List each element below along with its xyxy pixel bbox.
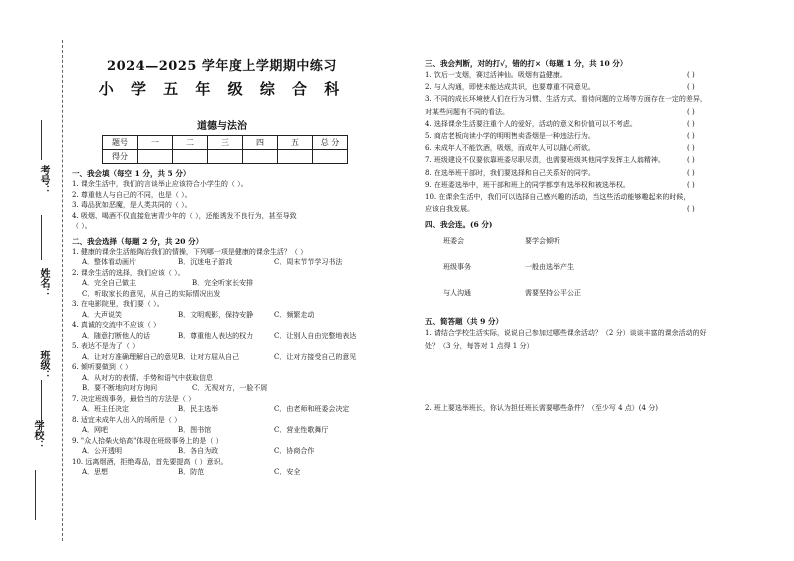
score-table-header-row: 题号 一 二 三 四 五 总 分 [103, 136, 348, 150]
answer-paren[interactable]: ( ) [687, 107, 695, 116]
section-1-title: 一、我会填（每空 1 分，共 5 分） [72, 169, 191, 178]
exam-title: 2024—2025 学年度上学期期中练习 [107, 59, 337, 74]
answer-space-2[interactable] [425, 414, 725, 474]
judge-item-1: 1. 饮后一支烟，赛过活神仙。吸烟有益健康。 ( ) [425, 69, 725, 81]
choice-options-10: A．思想 B．防范 C．安全 [82, 468, 301, 476]
answer-paren[interactable]: ( ) [687, 71, 695, 79]
choice-question-8: 8. 适宜未成年人出入的场所是（ ） [72, 415, 182, 424]
section-3-title: 三、我会判断，对的打√，错的打×（每题 1 分，共 10 分） [425, 59, 628, 68]
choice-question-7: 7. 决定班级事务，最恰当的方法是（ ） [72, 394, 196, 403]
fill-question-2: 2. 尊重他人与自己的不同，也是（ ）。 [72, 190, 192, 199]
match-right-1[interactable]: 要学会倾听 [525, 237, 560, 246]
match-right-2[interactable]: 一般由选举产生 [525, 263, 574, 272]
answer-paren[interactable]: ( ) [687, 168, 695, 177]
choice-option-6a: A．从对方的表情、手势和语气中获取信息 [82, 373, 214, 382]
fill-question-3: 3. 毒品犹如恶魔，是人类共同的（ ）。 [72, 201, 192, 209]
subject-title: 道德与法治 [197, 121, 247, 132]
left-page [72, 55, 372, 478]
choice-options-8: A．网吧 B．图书馆 C．营业性歌舞厅 [82, 426, 329, 434]
choice-options-5: A．让对方准确理解自己的意见 B．让对方屈从自己 C．让对方接受自己的意见 [82, 352, 357, 361]
choice-question-1: 1. 健康的课余生活能陶冶我们的情操，下列哪一项是健康的课余生活？（ ） [72, 247, 308, 256]
answer-paren[interactable]: ( ) [687, 180, 695, 189]
section-5-title: 五、简答题（共 9 分） [425, 317, 503, 327]
judge-item-8: 8. 在选举班干部时，我们要选择和自己关系好的同学。 ( ) [425, 167, 725, 179]
judge-item-10-cont: 应该自我发展。 ( ) [425, 203, 725, 215]
choice-question-9: 9. "众人拾柴火焰高"体现在班级事务上的是（ ） [72, 436, 223, 445]
match-left-3[interactable]: 与人沟通 [443, 289, 471, 298]
judge-item-9: 9. 在班委选举中，班干部和班上的同学都享有选举权和被选举权。 ( ) [425, 179, 725, 191]
judge-item-10: 10. 在课余生活中，我们可以选择自己感兴趣的活动，当这些活动能够趣起来的时候， [425, 193, 691, 202]
answer-paren[interactable]: ( ) [687, 156, 695, 165]
choice-question-6: 6. 倾听要做到（ ） [72, 363, 133, 371]
choice-question-4: 4. 真诚的交流中不应该（ ） [72, 321, 161, 329]
judge-item-3-cont: 对某些问题有不同的看法。 ( ) [425, 106, 725, 118]
choice-options-9: A．公开透明 B．各自为政 C．协商合作 [82, 447, 315, 455]
choice-question-10: 10. 远离烟酒，拒绝毒品，首先要提高（ ）意识。 [72, 457, 228, 466]
short-answer-1: 1. 请结合学校生活实际，说说自己参加过哪些课余活动？（2 分）谈谈丰富的课余活动的好 [425, 329, 707, 338]
exam-subtitle: 小 学 五 年 级 综 合 科 [98, 80, 346, 98]
short-answer-2: 2. 班上要选举班长，你认为担任班长需要哪些条件？（至少写 4 点）(4 分) [425, 403, 658, 412]
answer-space-1[interactable] [425, 352, 725, 402]
judge-item-5: 5. 商店老板向读小学的明明售卖香烟是一种违法行为。 ( ) [425, 130, 725, 142]
matching-area [425, 230, 725, 308]
answer-paren[interactable]: ( ) [687, 205, 695, 214]
judge-item-4: 4. 选择课余生活要注重个人的爱好，活动的意义和价值可以不考虑。 ( ) [425, 118, 725, 130]
answer-paren[interactable]: ( ) [687, 132, 695, 141]
class-label: 班级： [38, 350, 49, 380]
choice-options-3: A．大声说笑 B．文明观影，保持安静 C．频繁走动 [82, 310, 315, 319]
answer-paren[interactable]: ( ) [687, 119, 695, 128]
number-label: 考号： [38, 165, 49, 195]
match-left-2[interactable]: 班级事务 [443, 263, 471, 272]
fill-question-4: 4. 吸烟、喝酒不仅直接危害青少年的（ ），还能诱发不良行为，甚至导致 [72, 211, 297, 220]
section-2-title: 二、我会选择（每题 2 分，共 20 分） [72, 236, 204, 246]
section-4-title: 四、我会连。(6 分) [425, 220, 493, 230]
short-answer-1-cont: 处？（3 分，每答对 1 点得 1 分） [425, 341, 534, 350]
score-table [102, 135, 348, 164]
judge-item-7: 7. 班级建设不仅要依靠班委尽职尽责，也需要班级其他同学发挥主人翁精神。 ( ) [425, 154, 725, 166]
judge-item-6: 6. 未成年人不能饮酒，吸烟，而成年人可以随心所欲。 ( ) [425, 142, 725, 154]
choice-options-1: A．整体看动画片 B．沉迷电子游戏 C．周末节节学习书法 [82, 258, 343, 266]
choice-question-3: 3. 在电影院里，我们要（ ）。 [72, 300, 164, 308]
choice-options-6: B．要不断地向对方询问 C．无视对方，一脸不屑 [82, 384, 268, 392]
binding-margin [0, 0, 70, 561]
binding-line [62, 40, 63, 541]
fill-question-1: 1. 课余生活中，我们的言谈举止应该符合小学生的（ ）。 [72, 180, 248, 188]
choice-options-7: A．班主任决定 B．民主选举 C．由老师和班委会决定 [82, 405, 350, 413]
choice-question-2: 2. 课余生活的选择，我们应该（ ）。 [72, 268, 185, 277]
choice-question-5: 5. 表达不是为了（ ） [72, 342, 140, 350]
right-page [425, 58, 725, 474]
fill-question-4-cont: （ ）。 [72, 222, 92, 230]
choice-option-2c: C．听取家长的意见，从自己的实际情况出发 [82, 289, 221, 298]
choice-options-2: A．完全自己做主 B．完全听家长安排 [82, 279, 254, 287]
score-table-score-row: 得分 [103, 150, 348, 164]
name-label: 姓名： [38, 268, 49, 298]
match-left-1[interactable]: 班委会 [443, 237, 464, 246]
answer-paren[interactable]: ( ) [687, 83, 695, 92]
match-right-3[interactable]: 需要坚持公平公正 [525, 289, 581, 298]
school-label: 学校： [32, 420, 43, 450]
answer-paren[interactable]: ( ) [687, 144, 695, 153]
choice-options-4: A．随意打断他人的话 B．尊重他人表达的权力 C．让别人自由完整地表达 [82, 331, 357, 340]
judge-item-3: 3. 不同的成长环境使人们在行为习惯、生活方式、看待问题的立场等方面存在一定的差异， [425, 95, 707, 104]
judge-item-2: 2. 与人沟通，即使未能达成共识，也要尊重不同意见。 ( ) [425, 81, 725, 93]
